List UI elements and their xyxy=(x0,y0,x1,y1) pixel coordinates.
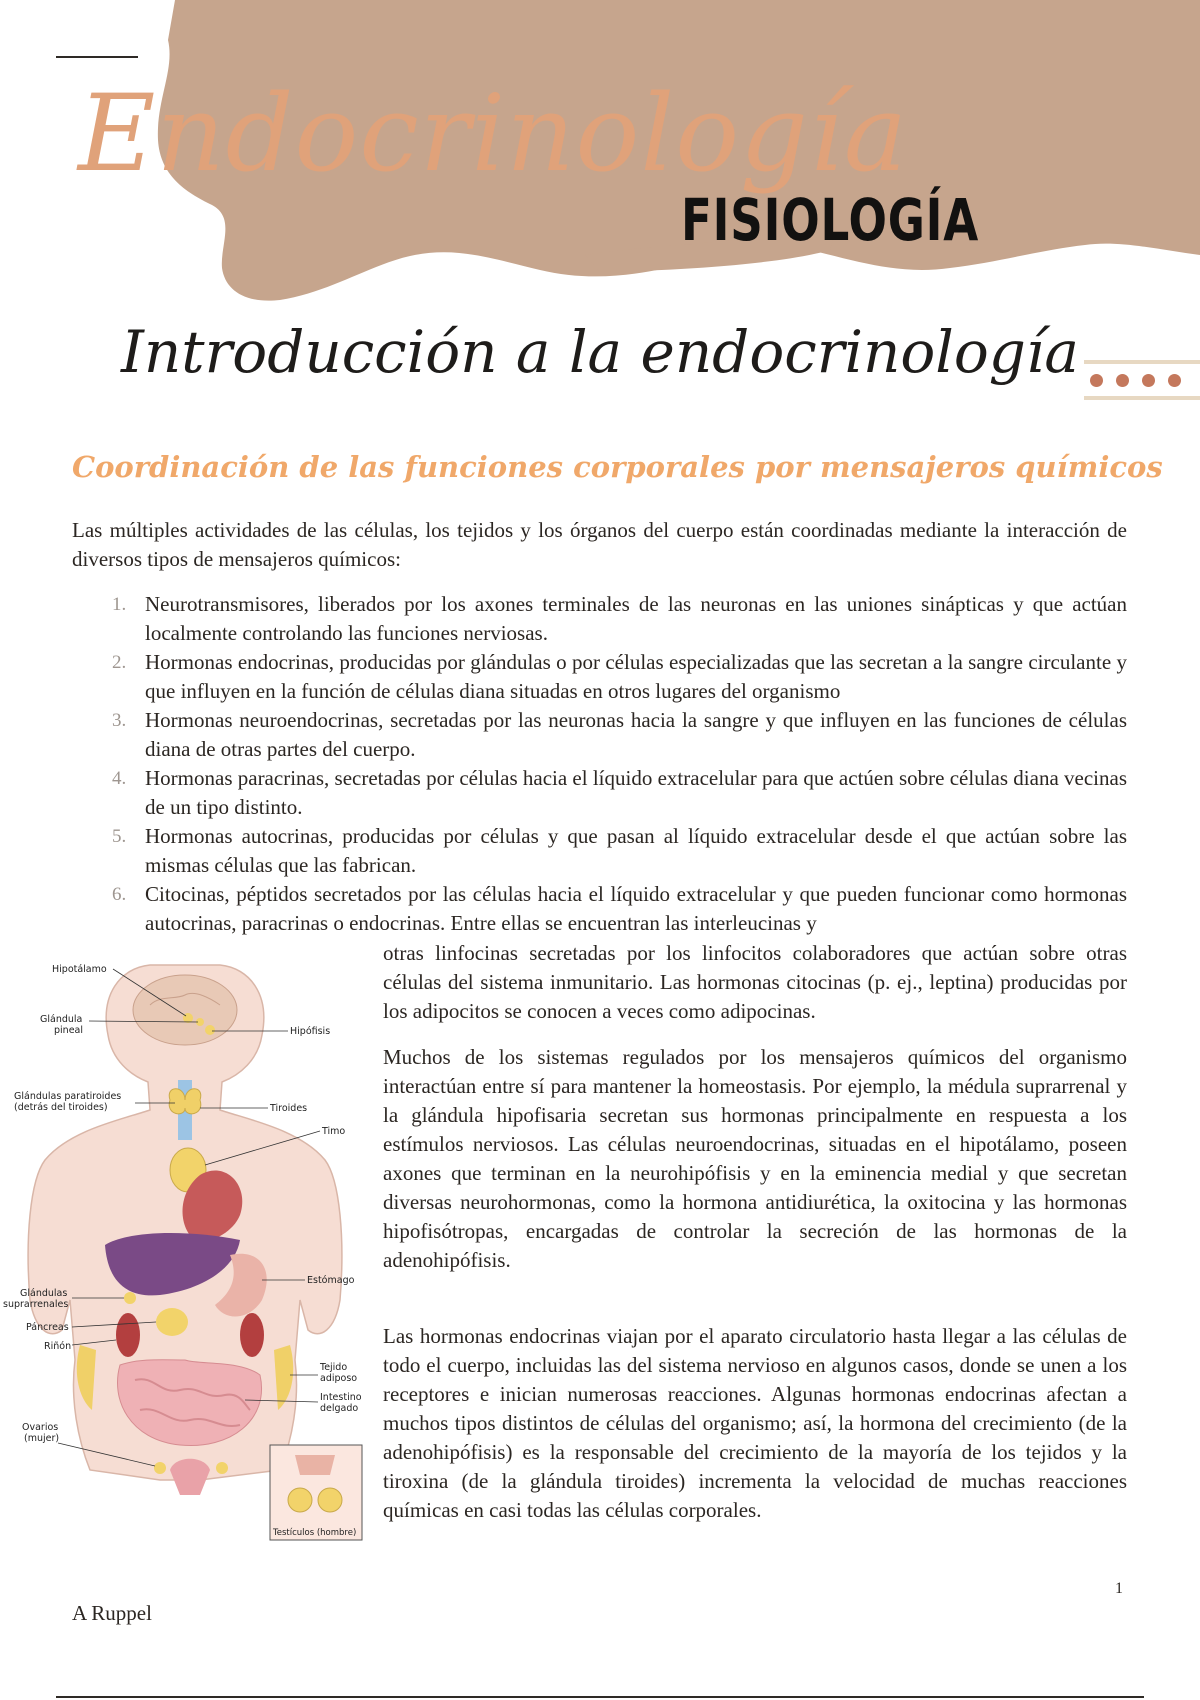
list-number: 2. xyxy=(112,652,127,673)
label-paratiroides-note: (detrás del tiroides) xyxy=(14,1102,108,1113)
label-glandula: Glándula xyxy=(40,1014,83,1025)
messenger-list xyxy=(100,590,1127,938)
list-text: Hormonas endocrinas, producidas por glándulas o por células especializadas que las secretan a la sangre circulante y que influyen en la función de células diana situadas en otros lugares del organismo xyxy=(145,650,1127,703)
label-tejido-2: adiposo xyxy=(320,1373,358,1384)
label-testiculos: Testículos (hombre) xyxy=(273,1528,357,1538)
footer-author: A Ruppel xyxy=(72,1601,152,1625)
list-text: Hormonas paracrinas, secretadas por células hacia el líquido extracelular para que actúen sobre células diana vecinas de un tipo distinto. xyxy=(145,766,1127,819)
list-text: Hormonas autocrinas, producidas por células y que pasan al líquido extracelular desde el que actúan sobre las mismas células que las fabrican. xyxy=(145,824,1127,877)
list-text: Neurotransmisores, liberados por los axones terminales de las neuronas en las uniones sinápticas y que actúan localmente controlando las funciones nerviosas. xyxy=(145,592,1127,645)
list-item xyxy=(100,822,1127,880)
label-ovarios-2: (mujer) xyxy=(24,1433,60,1444)
list-item xyxy=(100,648,1127,706)
label-intestino-1: Intestino xyxy=(320,1392,362,1403)
label-tejido-1: Tejido xyxy=(320,1362,348,1373)
list-text: Citocinas, péptidos secretados por las células hacia el líquido extracelular y que pueden funcionar como hormonas autocrinas, paracrinas o endocrinas. Entre ellas se encuentran las interleucinas y xyxy=(145,882,1127,935)
brain xyxy=(133,975,237,1045)
ovary-right xyxy=(216,1462,228,1474)
label-pancreas: Páncreas xyxy=(26,1322,69,1333)
label-suprarrenales-1: Glándulas xyxy=(20,1288,68,1299)
list-number: 4. xyxy=(112,768,127,789)
decorative-dots xyxy=(1084,360,1200,400)
list-item xyxy=(100,590,1127,648)
list-item xyxy=(100,880,1127,938)
paragraph-homeostasis: Muchos de los sistemas regulados por los mensajeros químicos del organismo interactúan entre sí para mantener la homeostasis. Por ejemplo, la médula suprarrenal y la glándula hipofisaria secretan sus hormonas principalmente en respuesta a los estímulos nerviosos. Las células neuroendocrinas, situadas en el hipotálamo, poseen axones que terminan en la neurohipófisis y en la eminencia medial y que secretan diversas neurohormonas, como la hormona antidiurética, la oxitocina y las hormonas hipofisótropas, encargadas de controlar la secreción de las hormonas de la adenohipófisis. xyxy=(383,1045,1127,1272)
pituitary xyxy=(205,1025,215,1035)
page-number: 1 xyxy=(1115,1580,1123,1597)
section-title: Introducción a la endocrinología xyxy=(121,318,1079,386)
label-ovarios-1: Ovarios xyxy=(22,1422,59,1433)
header-subtitle: FISIOLOGÍA xyxy=(681,186,980,254)
adrenal xyxy=(124,1292,136,1304)
list-item xyxy=(100,706,1127,764)
label-timo: Timo xyxy=(322,1126,346,1137)
kidney-left xyxy=(116,1313,140,1357)
list-item-6-continuation: otras linfocinas secretadas por los linfocitos colaboradores que actúan sobre otras células del sistema inmunitario. Las hormonas citocinas (p. ej., leptina) producidas por los adipocitos se conocen a veces como adipocinas. xyxy=(383,941,1127,1023)
footer-rule xyxy=(56,1696,1144,1698)
kidney-right xyxy=(240,1313,264,1357)
label-pineal: pineal xyxy=(54,1025,83,1036)
label-tiroides: Tiroides xyxy=(270,1103,308,1114)
label-hipotalamo: Hipotálamo xyxy=(52,964,107,975)
list-number: 5. xyxy=(112,826,127,847)
label-hipofisis: Hipófisis xyxy=(290,1026,331,1037)
paragraph-endocrine-hormones: Las hormonas endocrinas viajan por el aparato circulatorio hasta llegar a las células de todo el cuerpo, incluidas las del sistema nervioso en algunos casos, donde se unen a los receptores e inician numerosas reacciones. Algunas hormonas endocrinas afectan a muchos tipos distintos de células del organismo; así, la hormona del crecimiento (de la adenohipófisis) es la responsable del crecimiento de la mayoría de los tejidos y la tiroxina (de la glándula tiroides) incrementa la velocidad de muchas reacciones químicas en casi todas las células corporales. xyxy=(383,1324,1127,1522)
label-suprarrenales-2: suprarrenales xyxy=(3,1299,69,1310)
list-item xyxy=(100,764,1127,822)
list-text: Hormonas neuroendocrinas, secretadas por las neuronas hacia la sangre y que influyen en las funciones de células diana de otras partes del cuerpo. xyxy=(145,708,1127,761)
subheading: Coordinación de las funciones corporales por mensajeros químicos xyxy=(72,450,1163,484)
list-number: 6. xyxy=(112,884,127,905)
intro-paragraph: Las múltiples actividades de las células, los tejidos y los órganos del cuerpo están coordinadas mediante la interacción de diversos tipos de mensajeros químicos: xyxy=(72,518,1127,571)
label-paratiroides: Glándulas paratiroides xyxy=(14,1091,122,1102)
uterus xyxy=(170,1459,210,1495)
label-intestino-2: delgado xyxy=(320,1403,359,1414)
list-number: 1. xyxy=(112,594,127,615)
pancreas xyxy=(156,1308,188,1336)
ovary-left xyxy=(154,1462,166,1474)
list-number: 3. xyxy=(112,710,127,731)
label-rinon: Riñón xyxy=(44,1341,72,1352)
endocrine-glands-diagram xyxy=(0,950,370,1550)
label-estomago: Estómago xyxy=(307,1275,355,1286)
header-title: Endocrinología xyxy=(78,72,909,195)
